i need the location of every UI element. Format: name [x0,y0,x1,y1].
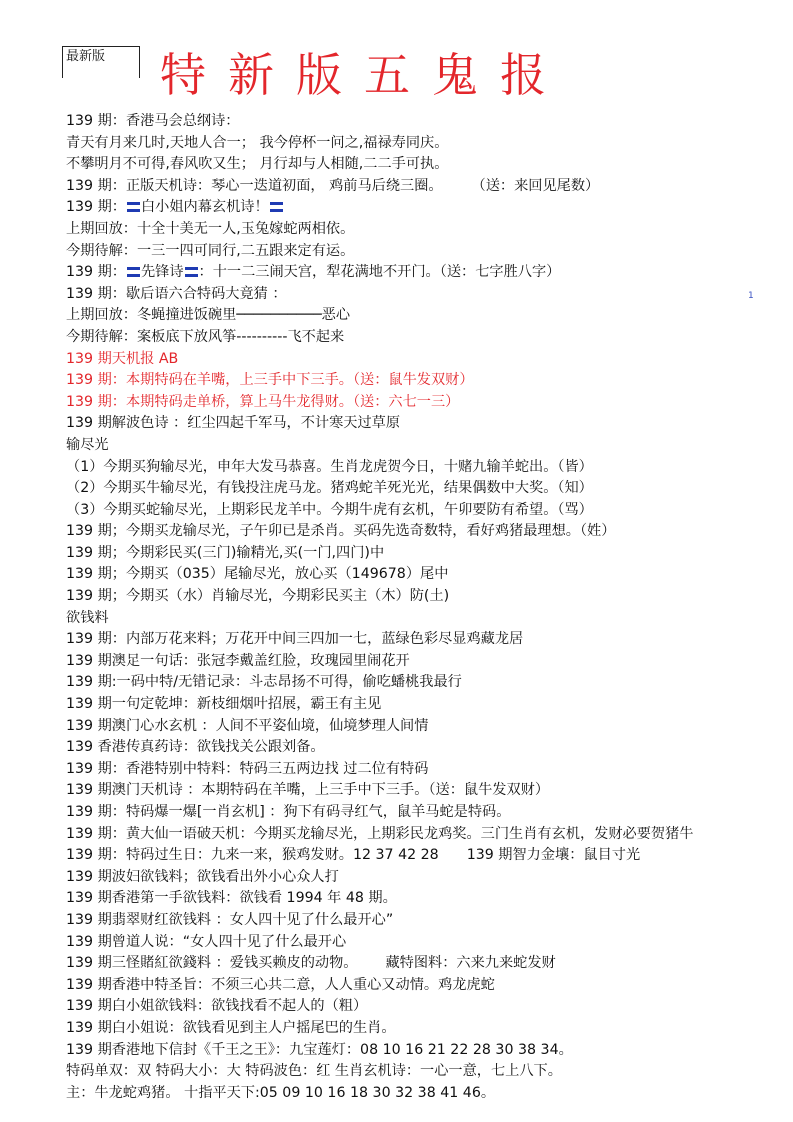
text-line [66,111,793,133]
text-line [66,867,793,889]
line-text: 139 期香港地下信封《千王之王》：九宝莲灯：08 10 16 21 22 28 30 38 34。 [66,1041,573,1058]
text-line [66,759,793,781]
line-text: 输尽光 [66,436,109,453]
line-text: 上期回放：十全十美无一人,玉兔嫁蛇两相依。 [66,220,355,237]
text-line [66,435,793,457]
line-text: 139 期：特码过生日：九来一来，猴鸡发财。12 37 42 28 [66,847,439,864]
line-text: 139 期：黄大仙一语破天机：今期买龙输尽光，上期彩民龙鸡奖。三门生肖有玄机，发财必要贺猪牛 [66,825,694,842]
text-line [66,500,793,522]
line-text: 今期待解：一三一四可同行,二五跟来定有运。 [66,242,355,259]
text-line [66,845,793,867]
line-text: 特码单双：双 特码大小：大 特码波色：红 生肖玄机诗：一心一意，七上八下。 [66,1063,562,1080]
text-line [66,996,793,1018]
double-bar-icon [185,267,198,277]
line-text: 139 期天机报 AB [66,350,179,367]
text-line [66,694,793,716]
line-extra: 藏特图料：六来九来蛇发财 [385,955,556,972]
line-text: 主：牛龙蛇鸡猪。 十指平天下:05 09 10 16 18 30 32 38 41 46。 [66,1084,496,1101]
line-text: （1）今期买狗输尽光，申年大发马恭喜。生肖龙虎贺今日，十赌九输羊蛇出。（皆） [66,458,593,475]
text-line [66,716,793,738]
text-line [66,241,793,263]
text-line [66,284,793,306]
double-bar-icon [270,202,283,212]
text-line [66,910,793,932]
text-line [66,802,793,824]
line-text: 139 期白小姐欲钱料：欲钱找看不起人的（粗） [66,998,368,1015]
line-text: 139 期:一码中特/无错记录：斗志昂扬不可得，偷吃蟠桃我最行 [66,674,462,691]
text-line [66,521,793,543]
line-text: 139 期三怪賭紅欲錢料 ：爱钱买赖皮的动物。 [66,955,358,972]
line-text: 139 期：内部万花来料；万花开中间三四加一七，蓝绿色彩尽显鸡藏龙居 [66,631,524,648]
text-line [66,737,793,759]
line-text: 不攀明月不可得,春风吹又生； 月行却与人相随,二二手可执。 [66,156,449,173]
text-line [66,154,793,176]
text-line [66,262,793,284]
line-text: 139 期；今期买（035）尾输尽光，放心买（149678）尾中 [66,566,449,583]
line-prefix: 139 期： [66,264,126,281]
text-line [66,197,793,219]
line-text: 139 期澳门天机诗 ：本期特码在羊嘴，上三手中下三手。（送：鼠牛发双财） [66,782,550,799]
text-line [66,176,793,198]
double-bar-icon [127,202,140,212]
text-line [66,672,793,694]
line-text: 139 期香港中特圣旨：不须三心共二意，人人重心又动情。鸡龙虎蛇 [66,976,495,993]
text-line [66,1040,793,1062]
text-line [66,133,793,155]
line-text: 今期待解：案板底下放风筝----------飞不起来 [66,328,345,345]
text-line [66,564,793,586]
text-line [66,975,793,997]
text-line [66,1083,793,1105]
line-text: 139 期白小姐说：欲钱看见到主人户摇尾巴的生肖。 [66,1019,396,1036]
line-text: 139 期一句定乾坤：新枝细烟叶招展，霸王有主见 [66,696,382,713]
line-text: 139 期解波色诗 ：红尘四起千军马，不计寒天过草原 [66,415,401,432]
content-lines [66,111,793,1104]
line-text: 139 期香港第一手欲钱料：欲钱看 1994 年 48 期。 [66,890,397,907]
text-line [66,651,793,673]
text-line [66,888,793,910]
line-text: 139 期：本期特码走单桥，算上马牛龙得财。（送：六七一三） [66,393,460,410]
line-text: 139 期：特码爆一爆[一肖玄机] ：狗下有码寻红气，鼠羊马蛇是特码。 [66,804,511,820]
line-text: 139 期；今期彩民买(三门)输精光,买(一门,四门)中 [66,544,385,561]
line-text: （2）今期买牛输尽光，有钱投注虎马龙。猪鸡蛇羊死光光，结果偶数中大奖。（知） [66,480,593,497]
line-extra: 139 期智力金壤：鼠目寸光 [466,847,641,864]
text-line [66,349,793,371]
line-text: （3）今期买蛇输尽光，上期彩民龙羊中。今期牛虎有玄机，午卯要防有希望。（骂） [66,501,593,518]
text-line [66,457,793,479]
line-text: 139 期：歇后语六合特码大竟猜 ： [66,285,287,302]
line-text: 白小姐内幕玄机诗！ [140,199,269,216]
line-suffix: ：十一二三闹天宫，犁花满地不开门。（送：七字胜八字） [198,264,561,281]
line-text: 139 期澳门心水玄机 ：人间不平姿仙境，仙境梦理人间情 [66,717,429,734]
text-line [66,543,793,565]
corner-mark: 1 [748,291,754,301]
text-line [66,824,793,846]
double-bar-icon [127,267,140,277]
line-note: （送：来回见尾数） [478,177,600,194]
text-line [66,780,793,802]
text-line [66,629,793,651]
text-line [66,932,793,954]
text-line [66,586,793,608]
line-text: 139 期波妇欲钱料；欲钱看出外小心众人打 [66,868,339,885]
line-text: 139 期：本期特码在羊嘴，上三手中下三手。（送：鼠牛发双财） [66,372,474,389]
text-line [66,219,793,241]
text-line [66,305,793,327]
line-text: 139 期；今期买（水）肖输尽光，今期彩民买主（木）防(土) [66,588,450,605]
line-text: 青天有月来几时,天地人合一； 我今停杯一问之,福禄寿同庆。 [66,134,449,151]
line-prefix: 139 期： [66,199,126,216]
text-line [66,478,793,500]
text-line [66,608,793,630]
line-text: 139 香港传真药诗：欲钱找关公跟刘备。 [66,739,325,756]
page-title: 特新版五鬼报 [160,48,568,102]
text-line [66,1061,793,1083]
line-text: 先锋诗 [140,264,184,281]
text-line [66,1018,793,1040]
edition-badge: 最新版 [62,46,140,78]
line-text: 139 期：香港特别中特料：特码三五两边找 过二位有特码 [66,760,429,777]
line-text: 欲钱料 [66,609,109,626]
line-text: 139 期翡翠财红欲钱料 ：女人四十见了什么最开心” [66,911,394,928]
text-line [66,370,793,392]
line-text: 139 期：香港马会总纲诗： [66,113,240,129]
text-line [66,413,793,435]
line-text: 139 期；今期买龙输尽光，子午卯已是杀肖。买码先选奇数特，看好鸡猪最理想。（姓） [66,523,616,540]
line-text: 上期回放：冬蝇撞进饭碗里──────────恶心 [66,307,351,324]
text-line [66,327,793,349]
line-text: 139 期曾道人说：“女人四十见了什么最开心 [66,933,347,950]
line-text: 139 期澳足一句话：张冠李戴盖红脸，玫瑰园里闹花开 [66,652,410,669]
text-line [66,392,793,414]
text-line [66,953,793,975]
line-text: 139 期：正版天机诗：琴心一迭道初面， 鸡前马后绕三圈。 [66,177,443,194]
